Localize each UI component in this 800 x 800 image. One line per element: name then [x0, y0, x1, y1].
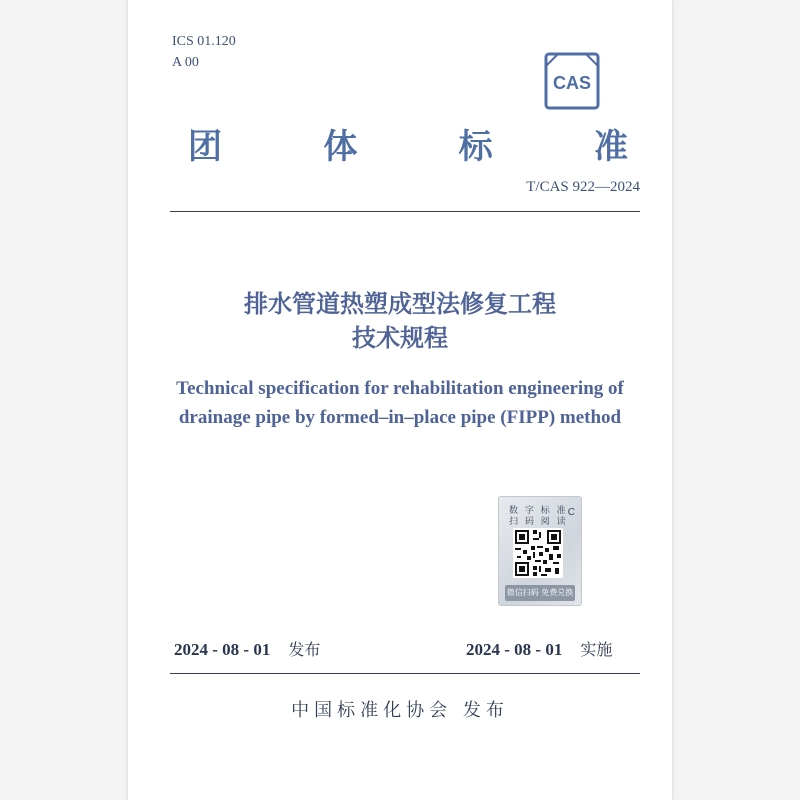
sticker-line: 数 字 标 准 — [509, 506, 568, 516]
english-title-line: drainage pipe by formed–in–place pipe (FIPP) method — [178, 407, 622, 428]
bottom-divider — [170, 673, 640, 674]
english-title-line: Technical specification for rehabilitation engineering of — [176, 378, 624, 399]
effective-label: 实施 — [580, 640, 613, 659]
top-divider — [170, 211, 640, 212]
standard-cover-page — [128, 0, 672, 800]
effective-date: 2024 - 08 - 01 — [466, 640, 563, 659]
ics-code: ICS 01.120 — [172, 34, 236, 49]
sticker-line: 扫 码 阅 读 — [509, 517, 568, 527]
digital-standard-sticker[interactable] — [498, 496, 582, 606]
issue-date-block — [174, 637, 320, 660]
group-standard-heading — [188, 118, 628, 168]
heading-char: 标 — [458, 126, 493, 167]
heading-char: 体 — [323, 126, 358, 167]
background-right — [672, 0, 800, 800]
heading-char: 准 — [593, 126, 628, 167]
qr-code-icon[interactable] — [513, 528, 563, 578]
chinese-title-line: 排水管道热塑成型法修复工程 — [244, 290, 556, 318]
chinese-title-line: 技术规程 — [352, 324, 448, 352]
sticker-corner-mark: C — [567, 507, 575, 518]
heading-char: 团 — [188, 126, 222, 167]
standard-number: T/CAS 922—2024 — [526, 179, 640, 195]
chinese-title — [128, 287, 672, 355]
issue-date: 2024 - 08 - 01 — [174, 640, 271, 659]
issue-label: 发布 — [288, 640, 321, 659]
publisher: 中国标准化协会 发布 — [291, 700, 509, 721]
effective-date-block — [466, 637, 612, 660]
background-left — [0, 0, 128, 800]
classification-code: A 00 — [172, 55, 199, 70]
english-title — [128, 374, 672, 432]
cas-logo — [544, 52, 600, 110]
logo-text: CAS — [552, 73, 592, 93]
sticker-footer: 微信扫码 免费兑换 — [505, 585, 575, 601]
